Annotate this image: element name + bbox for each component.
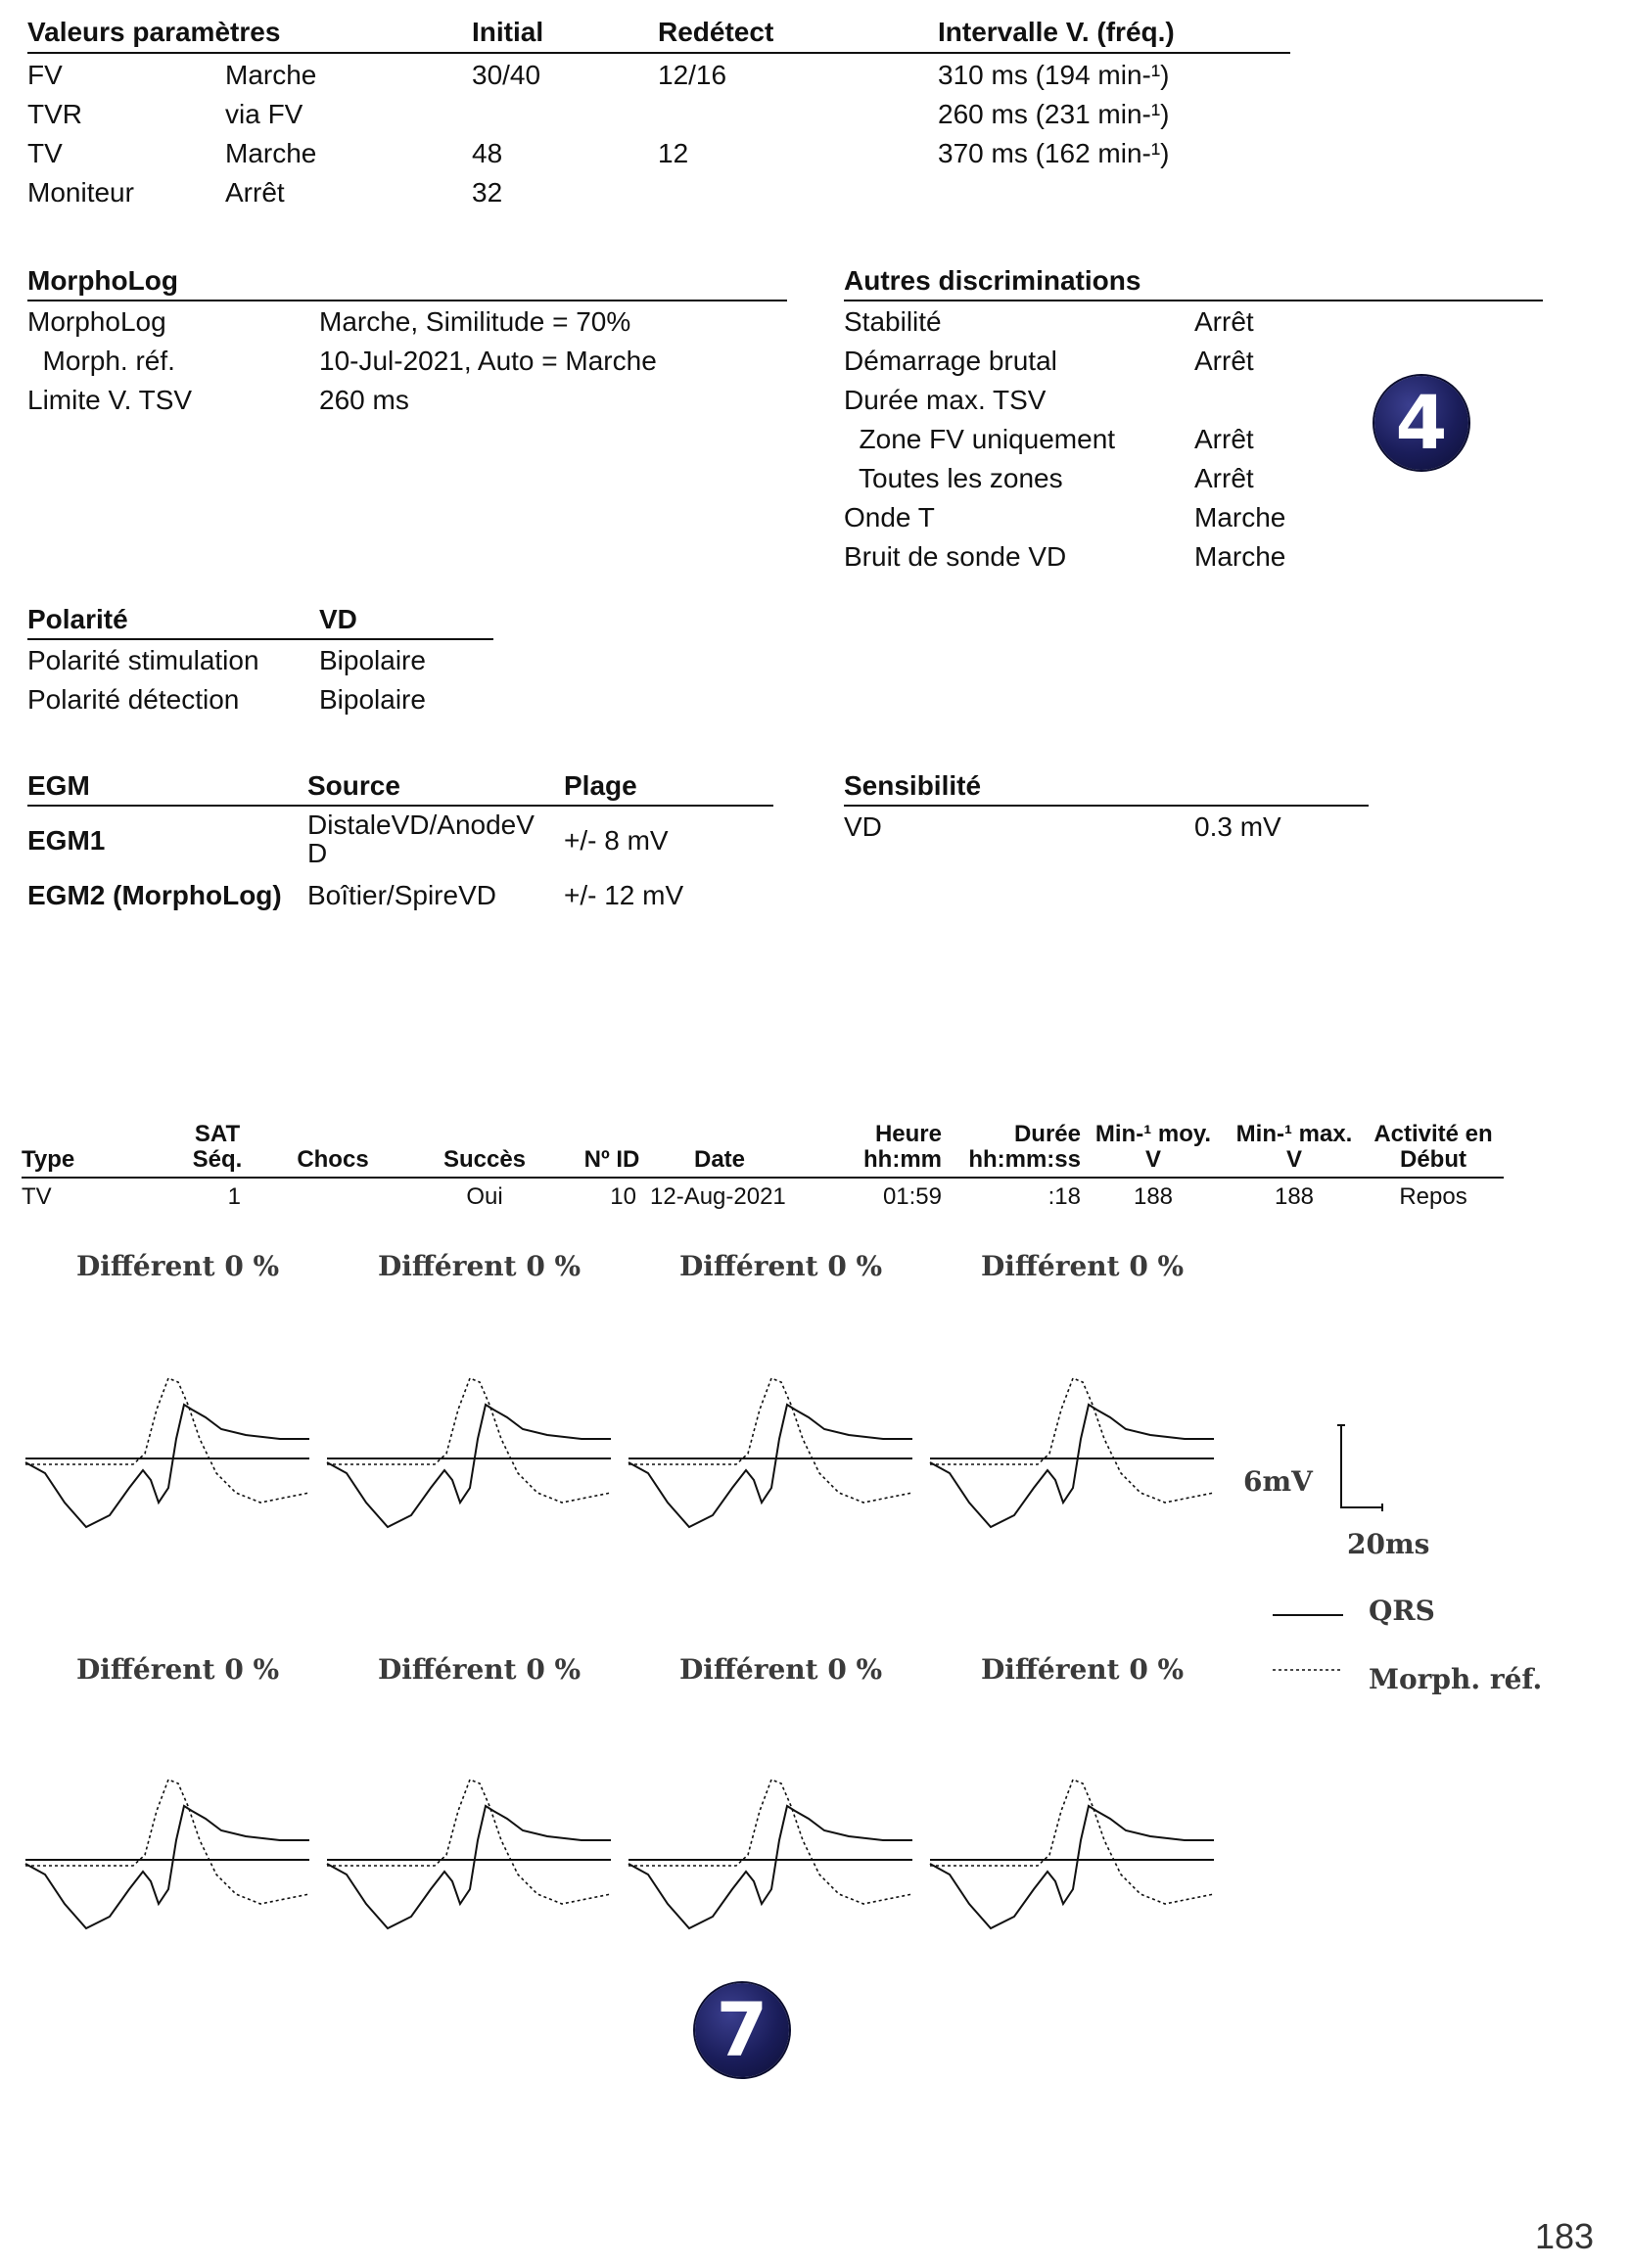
ep-header-id: Nº ID: [583, 1146, 640, 1173]
autres-toutes-zones-value: Arrêt: [1194, 463, 1254, 493]
page-number: 183: [1535, 2216, 1595, 2256]
beat-qrs-trace-5: [25, 1806, 309, 1928]
ep-cell-type: TV: [22, 1183, 52, 1210]
beat-ref-trace-5: [25, 1780, 309, 1904]
polarite-detect-value: Bipolaire: [319, 684, 426, 715]
params-row-tv-initial: 48: [472, 138, 503, 168]
limite-tsv-label: Limite V. TSV: [27, 385, 193, 415]
params-row-moniteur-initial: 32: [472, 177, 503, 208]
autres-duree-label: Durée max. TSV: [844, 385, 1047, 415]
polarite-stim-label: Polarité stimulation: [27, 645, 259, 675]
ep-header-activite-bottom: Début: [1400, 1146, 1466, 1173]
polarite-header-vd: VD: [319, 604, 357, 634]
beat-caption-6: Différent 0 %: [378, 1653, 582, 1686]
scale-amplitude-label: 6mV: [1243, 1465, 1313, 1498]
autres-demarrage-value: Arrêt: [1194, 346, 1254, 376]
beat-qrs-trace-7: [628, 1806, 912, 1928]
beat-ref-trace-6: [327, 1780, 611, 1904]
beat-qrs-trace-4: [930, 1405, 1214, 1527]
egm-header: EGM: [27, 770, 90, 801]
autres-stabilite-label: Stabilité: [844, 306, 942, 337]
badge-7: 7: [695, 1983, 789, 2077]
beat-caption-8: Différent 0 %: [981, 1653, 1185, 1686]
ep-header-type: Type: [22, 1146, 75, 1173]
ep-header-date: Date: [693, 1146, 746, 1173]
params-row-tv-redetect: 12: [658, 138, 689, 168]
beat-caption-7: Différent 0 %: [679, 1653, 883, 1686]
sensibilite-vd-label: VD: [844, 811, 882, 842]
beat-qrs-trace-1: [25, 1405, 309, 1527]
params-row-tvr-interval: 260 ms (231 min-¹): [938, 99, 1170, 129]
morph-ref-value: 10-Jul-2021, Auto = Marche: [319, 346, 657, 376]
beat-caption-4: Différent 0 %: [981, 1250, 1185, 1282]
params-row-tv-interval: 370 ms (162 min-¹): [938, 138, 1170, 168]
autres-onde-t-label: Onde T: [844, 502, 935, 532]
beat-caption-2: Différent 0 %: [378, 1250, 582, 1282]
params-row-fv-redetect: 12/16: [658, 60, 727, 90]
morpholog-row-value: Marche, Similitude = 70%: [319, 306, 631, 337]
egm1-label: EGM1: [27, 825, 106, 856]
autres-demarrage-label: Démarrage brutal: [844, 346, 1057, 376]
ep-header-moy-top: Min-¹ moy.: [1094, 1121, 1212, 1147]
sensibilite-vd-value: 0.3 mV: [1194, 811, 1281, 842]
polarite-stim-value: Bipolaire: [319, 645, 426, 675]
legend-qrs-label: QRS: [1369, 1595, 1435, 1627]
beat-ref-trace-7: [628, 1780, 912, 1904]
legend-morph-label: Morph. réf.: [1369, 1663, 1543, 1695]
ep-header-duree-bottom: hh:mm:ss: [968, 1146, 1081, 1173]
scale-bar: [1341, 1425, 1382, 1507]
ep-cell-max: 188: [1274, 1183, 1315, 1210]
beat-qrs-trace-3: [628, 1405, 912, 1527]
beat-caption-3: Différent 0 %: [679, 1250, 883, 1282]
params-row-fv-interval: 310 ms (194 min-¹): [938, 60, 1170, 90]
params-header-interval: Intervalle V. (fréq.): [938, 17, 1175, 47]
ep-header-succes: Succès: [442, 1146, 527, 1173]
beat-ref-trace-4: [930, 1378, 1214, 1503]
egm-header-plage: Plage: [564, 770, 637, 801]
sensibilite-header: Sensibilité: [844, 770, 982, 801]
ep-cell-succes: Oui: [466, 1183, 503, 1210]
ep-cell-duree: :18: [1047, 1183, 1081, 1210]
params-header-title: Valeurs paramètres: [27, 17, 281, 47]
params-row-tvr-label: TVR: [27, 99, 82, 129]
egm-header-source: Source: [307, 770, 400, 801]
egm2-plage: +/- 12 mV: [564, 880, 684, 910]
beat-caption-1: Différent 0 %: [76, 1250, 280, 1282]
beat-ref-trace-1: [25, 1378, 309, 1503]
scale-time-label: 20ms: [1347, 1528, 1430, 1560]
ep-header-heure-top: Heure: [874, 1121, 942, 1147]
params-header-initial: Initial: [472, 17, 544, 47]
polarite-header: Polarité: [27, 604, 128, 634]
autres-onde-t-value: Marche: [1194, 502, 1286, 532]
params-row-tv-state: Marche: [225, 138, 317, 168]
ep-cell-sat: 1: [227, 1183, 241, 1210]
beat-qrs-trace-6: [327, 1806, 611, 1928]
polarite-detect-label: Polarité détection: [27, 684, 240, 715]
autres-toutes-zones-label: Toutes les zones: [844, 463, 1063, 493]
params-row-moniteur-label: Moniteur: [27, 177, 134, 208]
ep-header-sat-bottom: Séq.: [192, 1146, 243, 1173]
params-row-moniteur-state: Arrêt: [225, 177, 285, 208]
autres-header: Autres discriminations: [844, 265, 1141, 296]
ep-header-max-top: Min-¹ max.: [1235, 1121, 1353, 1147]
autres-bruit-label: Bruit de sonde VD: [844, 541, 1067, 572]
ep-header-moy-bottom: V: [1144, 1146, 1161, 1173]
beat-ref-trace-2: [327, 1378, 611, 1503]
autres-stabilite-value: Arrêt: [1194, 306, 1254, 337]
ep-cell-date: 12-Aug-2021: [650, 1183, 786, 1210]
ep-header-max-bottom: V: [1285, 1146, 1302, 1173]
egm1-plage: +/- 8 mV: [564, 825, 669, 856]
params-row-fv-initial: 30/40: [472, 60, 541, 90]
beat-ref-trace-8: [930, 1780, 1214, 1904]
ep-header-chocs: Chocs: [297, 1146, 369, 1173]
ep-cell-activite: Repos: [1399, 1183, 1467, 1210]
morpholog-row-label: MorphoLog: [27, 306, 166, 337]
params-header-redetect: Redétect: [658, 17, 774, 47]
limite-tsv-value: 260 ms: [319, 385, 409, 415]
morpholog-header: MorphoLog: [27, 265, 178, 296]
params-row-tvr-state: via FV: [225, 99, 303, 129]
params-row-fv-state: Marche: [225, 60, 317, 90]
ep-header-duree-top: Durée: [1013, 1121, 1081, 1147]
egm2-label: EGM2 (MorphoLog): [27, 880, 282, 910]
beat-qrs-trace-2: [327, 1405, 611, 1527]
egm2-source: Boîtier/SpireVD: [307, 880, 496, 910]
autres-bruit-value: Marche: [1194, 541, 1286, 572]
params-row-fv-label: FV: [27, 60, 63, 90]
beat-caption-5: Différent 0 %: [76, 1653, 280, 1686]
beat-qrs-trace-8: [930, 1806, 1214, 1928]
params-row-tv-label: TV: [27, 138, 63, 168]
ep-cell-moy: 188: [1133, 1183, 1174, 1210]
autres-zone-fv-label: Zone FV uniquement: [844, 424, 1116, 454]
egm1-source: DistaleVD/AnodeV D: [307, 810, 535, 868]
autres-zone-fv-value: Arrêt: [1194, 424, 1254, 454]
ep-cell-id: 10: [610, 1183, 636, 1210]
ep-header-sat-top: SAT: [194, 1121, 241, 1147]
ep-header-activite-top: Activité en: [1373, 1121, 1493, 1147]
beat-ref-trace-3: [628, 1378, 912, 1503]
morph-ref-label: Morph. réf.: [27, 346, 175, 376]
badge-4: 4: [1374, 376, 1468, 470]
ep-header-heure-bottom: hh:mm: [863, 1146, 942, 1173]
ep-cell-heure: 01:59: [882, 1183, 942, 1210]
